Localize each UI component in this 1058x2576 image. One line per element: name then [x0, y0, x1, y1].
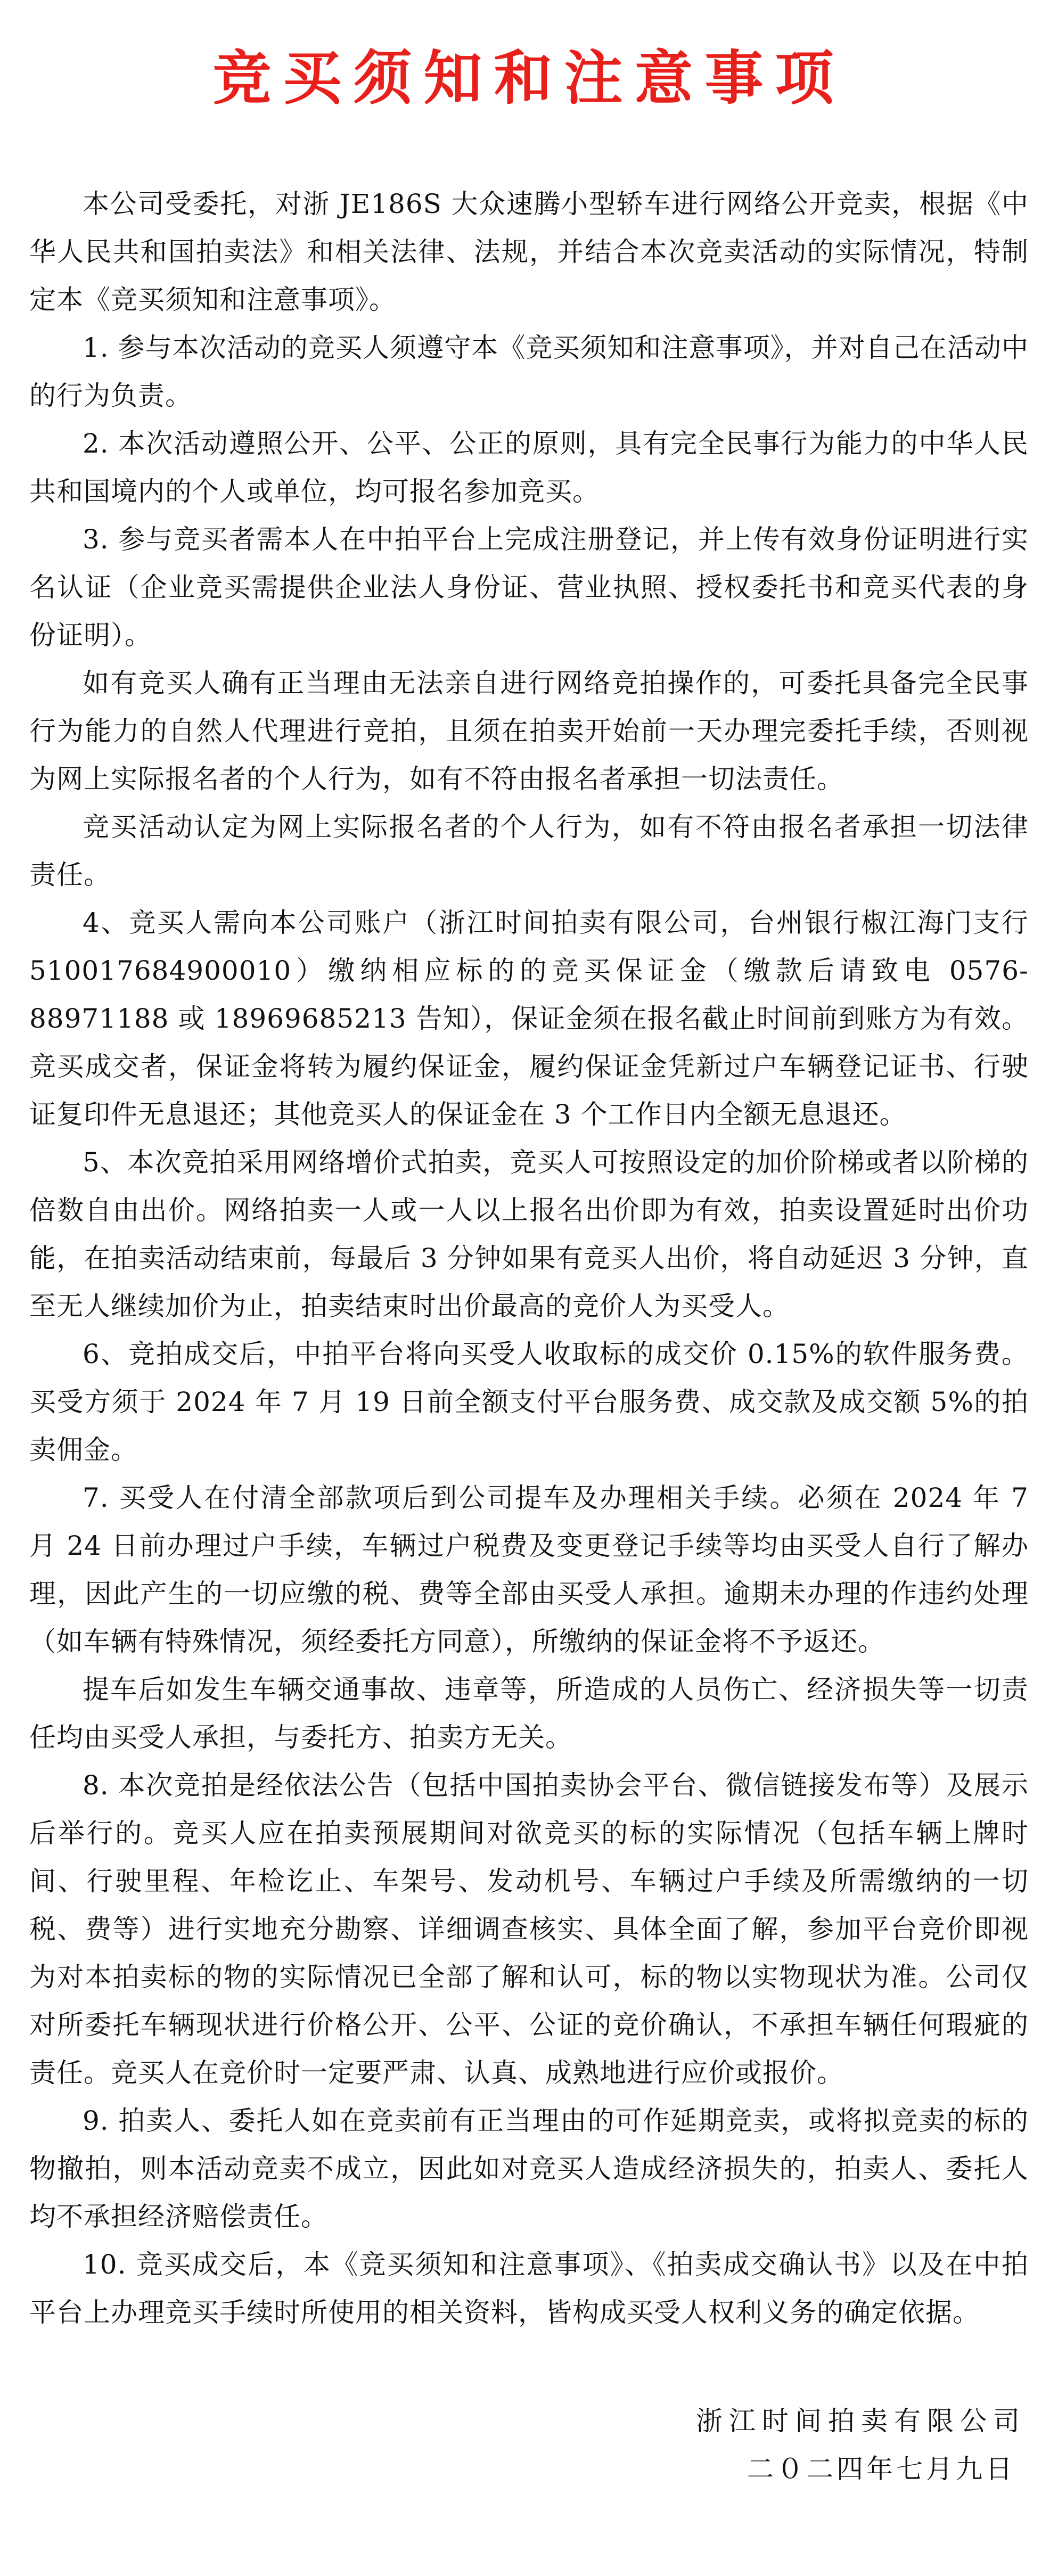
paragraph-item-7-transfer: 7. 买受人在付清全部款项后到公司提车及办理相关手续。必须在 2024 年 7 月 24 日前办理过户手续，车辆过户税费及变更登记手续等均由买受人自行了解办理，因此产生的一切应缴的税、费等全部由买受人承担。逾期未办理的作违约处理（如车辆有特殊情况，须经委托方同意），所缴纳的保证金将不予返还。 — [29, 1482, 1029, 1657]
signature-date: 二０二四年七月九日 — [747, 2454, 1015, 2484]
paragraph-personal-liability: 竞买活动认定为网上实际报名者的个人行为，如有不符由报名者承担一切法律责任。 — [29, 811, 1029, 890]
paragraph-item-4-deposit: 4、竞买人需向本公司账户（浙江时间拍卖有限公司，台州银行椒江海门支行 510017684900010）缴纳相应标的的竞买保证金（缴款后请致电 0576-88971188 或 18969685213 告知），保证金须在报名截止时间前到账方为有效。竞买成交者，保证金将转为履约保证金，履约保证金凭新过户车辆登记证书、行驶证复印件无息退还；其他竞买人的保证金在 3 个工作日内全额无息退还。 — [29, 907, 1029, 1130]
signature-block — [696, 2397, 1026, 2493]
document-title: 竞买须知和注意事项 — [212, 44, 846, 112]
paragraph-item-8-inspection: 8. 本次竞拍是经依法公告（包括中国拍卖协会平台、微信链接发布等）及展示后举行的。竞买人应在拍卖预展期间对欲竞买的标的实际情况（包括车辆上牌时间、行驶里程、年检讫止、车架号、发动机号、车辆过户手续及所需缴纳的一切税、费等）进行实地充分勘察、详细调查核实、具体全面了解，参加平台竞价即视为对本拍卖标的物的实际情况已全部了解和认可，标的物以实物现状为准。公司仅对所委托车辆现状进行价格公开、公平、公证的竞价确认，不承担车辆任何瑕疵的责任。竞买人在竞价时一定要严肃、认真、成熟地进行应价或报价。 — [29, 1770, 1029, 2088]
paragraph-intro: 本公司受委托，对浙 JE186S 大众速腾小型轿车进行网络公开竞卖，根据《中华人民共和国拍卖法》和相关法律、法规，并结合本次竞卖活动的实际情况，特制定本《竞买须知和注意事项》。 — [29, 188, 1029, 315]
paragraph-item-10-basis: 10. 竞买成交后，本《竞买须知和注意事项》、《拍卖成交确认书》以及在中拍平台上办理竞买手续时所使用的相关资料，皆构成买受人权利义务的确定依据。 — [29, 2249, 1029, 2328]
document-body — [29, 180, 1029, 2336]
paragraph-item-3: 3. 参与竞买者需本人在中拍平台上完成注册登记，并上传有效身份证明进行实名认证（企业竞买需提供企业法人身份证、营业执照、授权委托书和竞买代表的身份证明）。 — [29, 524, 1029, 651]
paragraph-item-1: 1. 参与本次活动的竞买人须遵守本《竞买须知和注意事项》，并对自己在活动中的行为负责。 — [29, 332, 1029, 411]
paragraph-item-2: 2. 本次活动遵照公开、公平、公正的原则，具有完全民事行为能力的中华人民共和国境内的个人或单位，均可报名参加竞买。 — [29, 428, 1029, 507]
paragraph-item-9-postponement: 9. 拍卖人、委托人如在竞卖前有正当理由的可作延期竞卖，或将拟竞卖的标的物撤拍，则本活动竞卖不成立，因此如对竞买人造成经济损失的，拍卖人、委托人均不承担经济赔偿责任。 — [29, 2105, 1029, 2232]
paragraph-item-6-fees: 6、竞拍成交后，中拍平台将向买受人收取标的成交价 0.15%的软件服务费。买受方须于 2024 年 7 月 19 日前全额支付平台服务费、成交款及成交额 5%的拍卖佣金。 — [29, 1339, 1029, 1465]
paragraph-post-pickup-liability: 提车后如发生车辆交通事故、违章等，所造成的人员伤亡、经济损失等一切责任均由买受人承担，与委托方、拍卖方无关。 — [29, 1674, 1029, 1753]
paragraph-item-5-bidding-rules: 5、本次竞拍采用网络增价式拍卖，竞买人可按照设定的加价阶梯或者以阶梯的倍数自由出价。网络拍卖一人或一人以上报名出价即为有效，拍卖设置延时出价功能，在拍卖活动结束前，每最后 3 分钟如果有竞买人出价，将自动延迟 3 分钟，直至无人继续加价为止，拍卖结束时出价最高的竞价人为买受人。 — [29, 1147, 1029, 1322]
paragraph-proxy-bidding: 如有竞买人确有正当理由无法亲自进行网络竞拍操作的，可委托具备完全民事行为能力的自然人代理进行竞拍，且须在拍卖开始前一天办理完委托手续，否则视为网上实际报名者的个人行为，如有不符由报名者承担一切法责任。 — [29, 668, 1029, 794]
signature-company: 浙江时间拍卖有限公司 — [696, 2406, 1026, 2436]
